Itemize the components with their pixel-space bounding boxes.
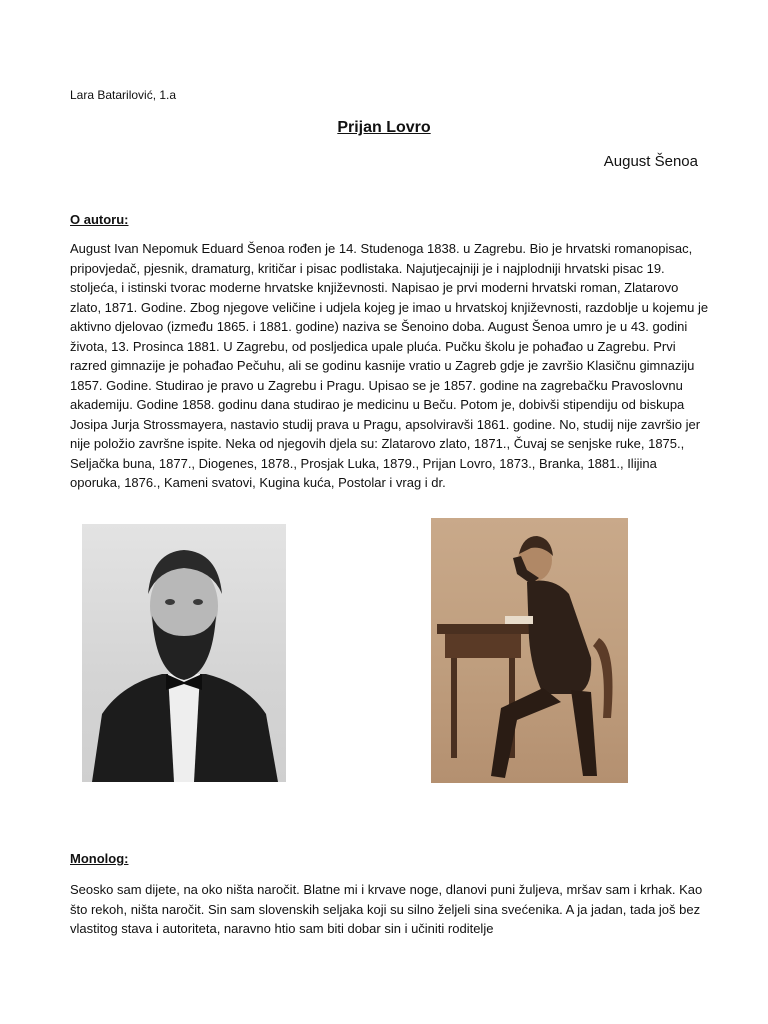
about-author-heading: O autoru: — [70, 212, 129, 227]
work-author: August Šenoa — [603, 153, 698, 170]
monolog-paragraph: Seosko sam dijete, na oko ništa naročit. Blatne mi i krvave noge, dlanovi puni žuljeva, mršav sam i krhak. Kao što rekoh, ništa naročit. Sin sam slovenskih seljaka koji su silno željeli sina svećenika. A ja jadan, tada još bez vlastitog stava i autoriteta, naravno htio sam biti dobar sin i učiniti roditelje — [70, 882, 703, 936]
document-title: Prijan Lovro — [337, 119, 431, 136]
student-name: Lara Batarilović, 1.a — [70, 88, 177, 102]
portrait-photo — [82, 524, 286, 782]
about-author-paragraph: August Ivan Nepomuk Eduard Šenoa rođen je 14. Studenoga 1838. u Zagrebu. Bio je hrvatski romanopisac, pripovjedač, pjesnik, dramaturg, kritičar i pisac podlistaka. Najutjecajniji je i najplodniji hrvatski pisac 19. stoljeća, i istinski tvorac moderne hrvatske književnosti. Napisao je prvi moderni hrvatski roman, Zlatarovo zlato, 1871. Godine. Zbog njegove veličine i udjela kojeg je imao u hrvatskoj književnosti, razdoblje u kojemu je aktivno djelovao (između 1865. i 1881. godine) naziva se Šenoino doba. August Šenoa umro je u 43. godini života, 13. Prosinca 1881. U Zagrebu, od posljedica upale pluća. Pučku školu je pohađao u Zagrebu. Prvi razred gimnazije je pohađao Pečuhu, ali se godinu kasnije vratio u Zagreb gdje je završio Klasičnu gimnaziju 1857. Godine. Studirao je pravo u Zagrebu i Pragu. Upisao se je 1857. godine na zagrebačku Pravoslovnu akademiju. Godine 1858. godinu dana studirao je medicinu u Beču. Potom je, dobivši stipendiju od biskupa Josipa Jurja Strossmayera, nastavio studij prava u Pragu, apsolviravši 1861. godine. No, studij nije završio jer nije položio završne ispite. Neka od njegovih djela su: Zlatarovo zlato, 1871., Čuvaj se senjske ruke, 1875., Seljačka buna, 1877., Diogenes, 1878., Prosjak Luka, 1879., Prijan Lovro, 1873., Branka, 1881., Ilijina oporuka, 1876., Kameni svatovi, Kugina kuća, Postolar i vrag i dr. — [70, 241, 709, 490]
monolog-heading: Monolog: — [70, 851, 129, 866]
seated-portrait-photo — [431, 518, 628, 783]
